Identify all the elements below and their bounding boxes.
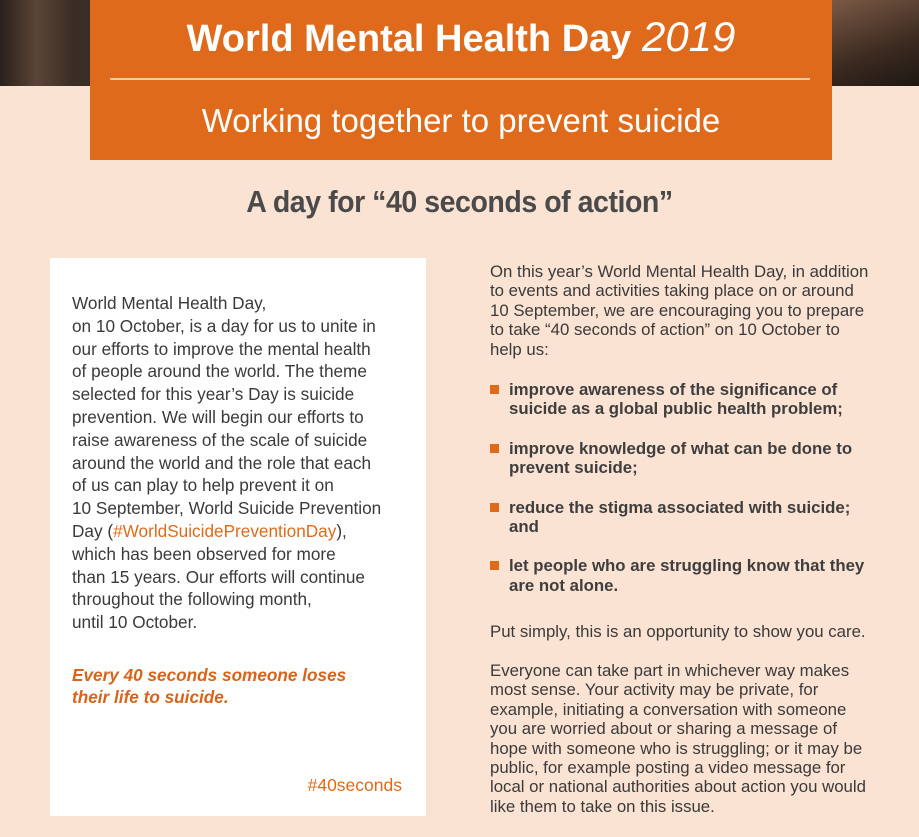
bullet-line: reduce the stigma associated with suicide;	[509, 497, 851, 517]
intro-line: On this year’s World Mental Health Day, in addition	[490, 262, 869, 281]
banner-title-text: World Mental Health Day	[186, 18, 632, 60]
body-text: ),	[336, 520, 347, 541]
hashtag-40seconds[interactable]: #40seconds	[307, 775, 402, 795]
everyone-paragraph	[490, 661, 866, 816]
bullet-square-icon	[490, 444, 499, 453]
list-item	[490, 498, 900, 537]
everyone-line: local or national authorities about action you would	[490, 777, 866, 797]
bullet-line: suicide as a global public health problem;	[509, 399, 843, 419]
banner-subtitle: Working together to prevent suicide	[201, 102, 721, 139]
body-line: 10 September, World Suicide Prevention	[72, 498, 382, 519]
intro-line: 10 September, we are encouraging you to prepare	[490, 300, 865, 320]
intro-card	[50, 258, 426, 816]
body-line: raise awareness of the scale of suicide	[72, 429, 368, 450]
bullet-square-icon	[490, 503, 499, 512]
page-headline: A day for “40 seconds of action”	[246, 184, 673, 219]
everyone-line: hope with someone who is struggling; or it may be	[490, 738, 863, 758]
body-line-hashtag	[72, 520, 412, 543]
body-line: selected for this year’s Day is suicide	[72, 384, 355, 405]
bullet-line: improve awareness of the significance of	[509, 380, 838, 399]
title-banner	[90, 0, 832, 160]
everyone-line: like them to take on this issue.	[490, 796, 715, 816]
everyone-line: most sense. Your activity may be private, for	[490, 680, 819, 700]
intro-card-body	[72, 292, 412, 634]
goals-list	[490, 380, 900, 615]
hashtag-link[interactable]: #WorldSuicidePreventionDay	[113, 520, 337, 541]
body-line: until 10 October.	[72, 612, 198, 633]
quote-line: their life to suicide.	[72, 687, 229, 707]
everyone-line: public, for example posting a video message for	[490, 758, 846, 778]
body-line: than 15 years. Our efforts will continue	[72, 566, 365, 587]
body-line: which has been observed for more	[72, 543, 336, 564]
suicide-statistic-quote	[72, 664, 412, 708]
bullet-square-icon	[490, 561, 499, 570]
banner-divider	[110, 78, 810, 80]
body-line: of people around the world. The theme	[72, 361, 367, 382]
bullet-line: improve knowledge of what can be done to	[509, 438, 853, 458]
list-item	[490, 380, 900, 419]
body-line: throughout the following month,	[72, 589, 312, 610]
bullet-square-icon	[490, 385, 499, 394]
body-line: of us can play to help prevent it on	[72, 475, 334, 496]
intro-line: to take “40 seconds of action” on 10 October to	[490, 320, 840, 340]
header-photo-shine	[829, 0, 919, 86]
bullet-line: are not alone.	[509, 575, 619, 595]
list-item	[490, 556, 900, 595]
banner-title	[90, 8, 832, 68]
banner-year: 2019	[641, 13, 736, 60]
intro-line: help us:	[490, 339, 549, 359]
everyone-line: example, initiating a conversation with someone	[490, 699, 847, 719]
bullet-line: and	[509, 517, 539, 537]
intro-line: to events and activities taking place on or around	[490, 281, 854, 301]
intro-paragraph	[490, 262, 868, 359]
everyone-line: you are worried about or sharing a message of	[490, 719, 838, 739]
body-text: Day (	[72, 520, 114, 541]
body-line: on 10 October, is a day for us to unite in	[72, 315, 376, 336]
bullet-line: let people who are struggling know that they	[509, 556, 865, 576]
body-line: prevention. We will begin our efforts to	[72, 406, 364, 427]
quote-line: Every 40 seconds someone loses	[72, 665, 347, 685]
body-line: our efforts to improve the mental health	[72, 338, 371, 359]
simply-line: Put simply, this is an opportunity to show you care.	[490, 622, 866, 641]
body-line: World Mental Health Day,	[72, 293, 267, 313]
bullet-line: prevent suicide;	[509, 458, 638, 478]
list-item	[490, 439, 900, 478]
everyone-line: Everyone can take part in whichever way makes	[490, 661, 850, 680]
body-line: around the world and the role that each	[72, 452, 372, 473]
put-simply-paragraph	[490, 622, 866, 641]
